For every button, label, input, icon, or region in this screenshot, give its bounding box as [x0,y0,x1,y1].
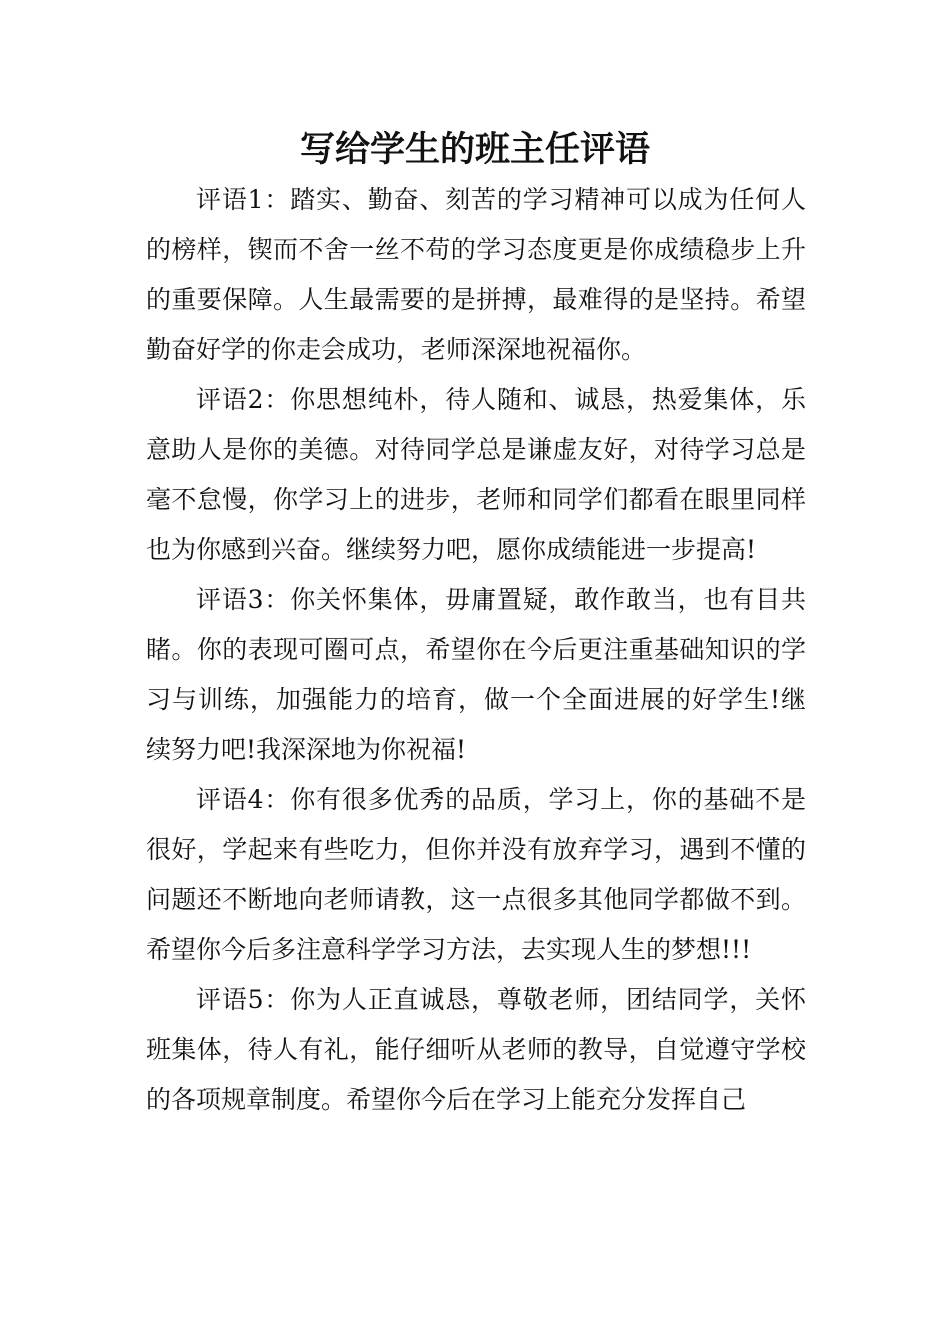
document-body [146,175,806,1125]
comment-paragraph-4: 评语4：你有很多优秀的品质，学习上，你的基础不是很好，学起来有些吃力，但你并没有放弃学习，遇到不懂的问题还不断地向老师请教，这一点很多其他同学都做不到。希望你今后多注意科学学习方法，去实现人生的梦想!!! [146,785,806,964]
comment-paragraph-2: 评语2：你思想纯朴，待人随和、诚恳，热爱集体，乐意助人是你的美德。对待同学总是谦虚友好，对待学习总是毫不怠慢，你学习上的进步，老师和同学们都看在眼里同样也为你感到兴奋。继续努力吧，愿你成绩能进一步提高! [146,385,806,564]
comment-paragraph-5: 评语5：你为人正直诚恳，尊敬老师，团结同学，关怀班集体，待人有礼，能仔细听从老师的教导，自觉遵守学校的各项规章制度。希望你今后在学习上能充分发挥自己 [146,985,806,1114]
comment-paragraph-3: 评语3：你关怀集体，毋庸置疑，敢作敢当，也有目共睹。你的表现可圈可点，希望你在今后更注重基础知识的学习与训练，加强能力的培育，做一个全面进展的好学生!继续努力吧!我深深地为你祝福! [146,585,806,764]
document-title: 写给学生的班主任评语 [299,130,650,170]
comment-paragraph-1: 评语1：踏实、勤奋、刻苦的学习精神可以成为任何人的榜样，锲而不舍一丝不苟的学习态度更是你成绩稳步上升的重要保障。人生最需要的是拼搏，最难得的是坚持。希望勤奋好学的你走会成功，老师深深地祝福你。 [146,185,806,364]
